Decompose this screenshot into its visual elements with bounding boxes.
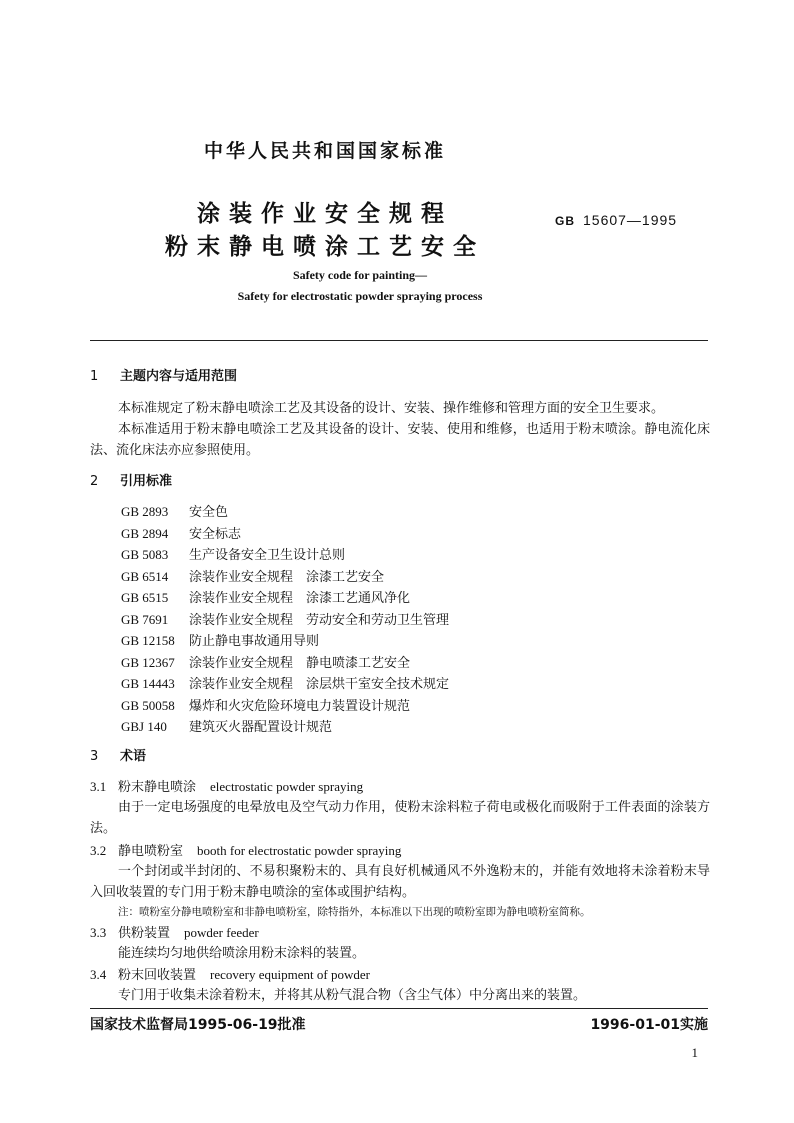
approval-date: 国家技术监督局1995-06-19批准 [90, 1017, 306, 1033]
reference-title: 涂装作业安全规程 涂漆工艺安全 [189, 569, 385, 585]
term-3-4-definition: 专门用于收集未涂着粉末，并将其从粉气混合物（含尘气体）中分离出来的装置。 [118, 988, 587, 1003]
reference-code: GB 12158 [121, 633, 175, 648]
term-3-2-note: 注：喷粉室分静电喷粉室和非静电喷粉室，除特指外，本标准以下出现的喷粉室即为静电喷粉室简称。 [118, 906, 591, 918]
section-2-number: 2 [90, 474, 99, 489]
standard-prefix: GB [555, 214, 575, 228]
top-divider [90, 340, 708, 341]
reference-item [121, 587, 449, 609]
term-number: 3.3 [90, 925, 107, 940]
term-chinese: 粉末回收装置 [118, 968, 197, 983]
term-chinese: 静电喷粉室 [118, 844, 184, 859]
reference-code: GB 14443 [121, 676, 175, 691]
effective-date: 1996-01-01实施 [590, 1017, 708, 1033]
reference-title: 涂装作业安全规程 静电喷漆工艺安全 [189, 655, 411, 671]
reference-item [121, 695, 449, 717]
standard-number: 15607—1995 [583, 212, 678, 228]
reference-code: GB 2894 [121, 525, 169, 541]
main-title-line2: 粉末静电喷涂工艺安全 [165, 234, 485, 260]
reference-item [121, 544, 449, 566]
term-3-1-heading [90, 776, 363, 798]
reference-code: GB 12367 [121, 654, 175, 670]
term-english: booth for electrostatic powder spraying [197, 843, 402, 858]
section-1-paragraph-1: 本标准规定了粉末静电喷涂工艺及其设备的设计、安装、操作维修和管理方面的安全卫生要求。 [118, 401, 665, 416]
term-3-2-heading [90, 840, 401, 862]
page-number: 1 [691, 1045, 698, 1060]
section-2-title: 引用标准 [120, 474, 173, 489]
reference-code: GB 6514 [121, 568, 169, 584]
section-2-heading [90, 471, 172, 492]
bottom-divider [90, 1008, 708, 1009]
term-chinese: 粉末静电喷涂 [118, 780, 197, 795]
term-3-4-heading [90, 964, 370, 986]
standard-code [555, 212, 677, 228]
term-english: electrostatic powder spraying [210, 779, 364, 794]
term-number: 3.1 [90, 779, 107, 794]
reference-item [121, 630, 449, 652]
header-organization: 中华人民共和国国家标准 [203, 140, 446, 162]
term-english: powder feeder [184, 925, 259, 940]
reference-title: 涂装作业安全规程 涂层烘干室安全技术规定 [189, 677, 450, 692]
section-3-heading [90, 746, 146, 767]
reference-code: GB 5083 [121, 547, 169, 562]
reference-code: GB 6515 [121, 590, 169, 605]
reference-title: 涂装作业安全规程 涂漆工艺通风净化 [189, 591, 411, 606]
term-3-2-definition: 一个封闭或半封闭的、不易积聚粉末的、具有良好机械通风不外逸粉末的，并能有效地将未涂着粉末导入回收装置的专门用于粉末静电喷涂的室体或围护结构。 [90, 864, 710, 900]
reference-title: 涂装作业安全规程 劳动安全和劳动卫生管理 [189, 612, 450, 628]
term-3-3-definition: 能连续均匀地供给喷涂用粉末涂料的装置。 [118, 946, 366, 961]
section-1-title: 主题内容与适用范围 [120, 369, 238, 384]
section-1-paragraph-2: 本标准适用于粉末静电喷涂工艺及其设备的设计、安装、使用和维修，也适用于粉末喷涂。静电流化床法、流化床法亦应参照使用。 [90, 422, 710, 458]
term-3-3-heading [90, 922, 259, 944]
reference-title: 安全标志 [189, 526, 242, 542]
reference-item [121, 652, 449, 674]
reference-item [121, 716, 449, 738]
reference-code: GB 2893 [121, 504, 169, 519]
reference-title: 安全色 [189, 505, 229, 520]
section-3-number: 3 [90, 749, 99, 764]
reference-item [121, 523, 449, 545]
reference-code: GB 50058 [121, 697, 175, 713]
section-3-title: 术语 [120, 749, 147, 764]
reference-code: GB 7691 [121, 611, 169, 627]
term-number: 3.2 [90, 843, 107, 858]
reference-item [121, 566, 449, 588]
english-title-line1: Safety code for painting— [292, 268, 428, 282]
term-number: 3.4 [90, 967, 107, 982]
reference-title: 防止静电事故通用导则 [189, 634, 320, 649]
reference-item [121, 673, 449, 695]
reference-title: 建筑灭火器配置设计规范 [189, 720, 333, 735]
english-title-line2: Safety for electrostatic powder spraying process [237, 289, 483, 303]
reference-title: 爆炸和火灾危险环境电力装置设计规范 [189, 698, 411, 714]
term-3-1-definition: 由于一定电场强度的电晕放电及空气动力作用，使粉末涂料粒子荷电或极化而吸附于工件表面的涂装方法。 [90, 800, 710, 836]
reference-code: GBJ 140 [121, 719, 167, 734]
main-title-line1: 涂装作业安全规程 [197, 201, 453, 227]
term-chinese: 供粉装置 [118, 926, 171, 941]
section-1-number: 1 [90, 369, 99, 384]
reference-item [121, 609, 449, 631]
section-1-heading [90, 366, 237, 387]
reference-item [121, 501, 449, 523]
reference-list [121, 501, 449, 738]
term-english: recovery equipment of powder [210, 967, 370, 982]
reference-title: 生产设备安全卫生设计总则 [189, 548, 346, 563]
